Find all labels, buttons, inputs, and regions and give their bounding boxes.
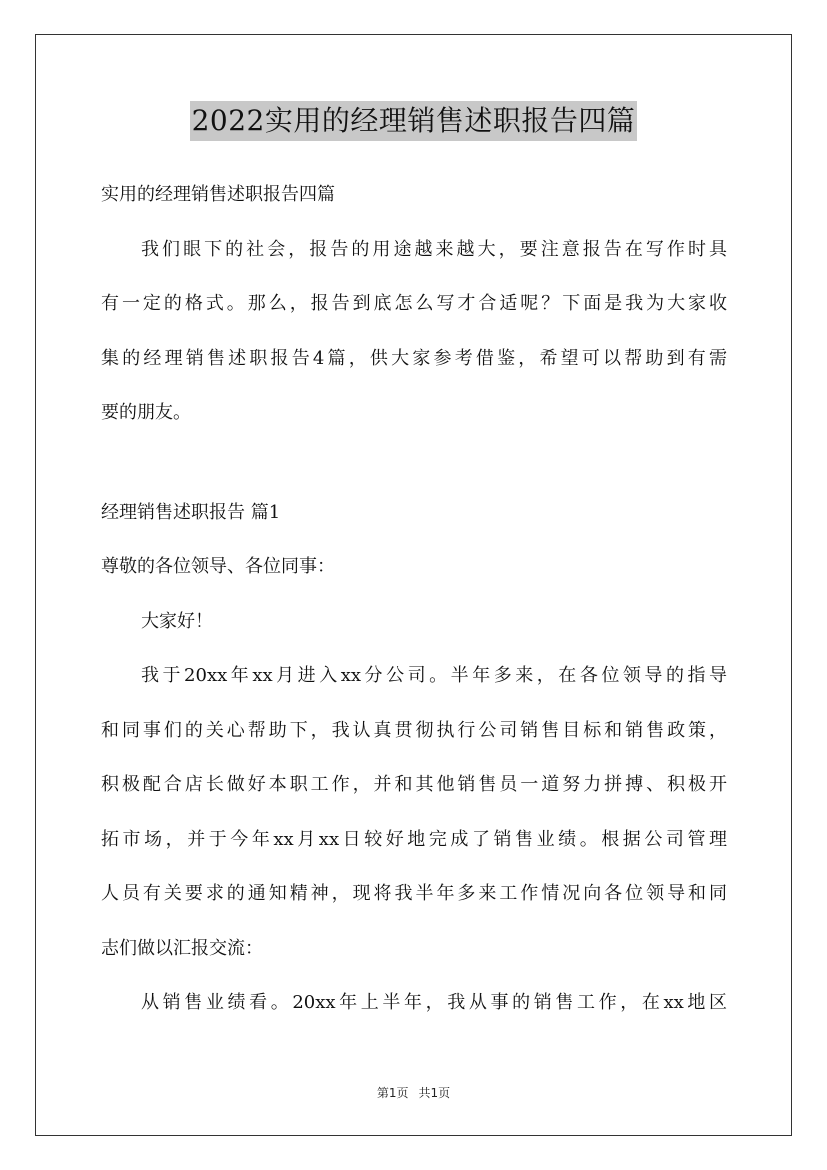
intro-line: 要的朋友。 <box>101 402 191 423</box>
title-container <box>0 101 827 141</box>
document-title: 2022实用的经理销售述职报告四篇 <box>190 101 638 141</box>
document-body <box>101 168 727 1031</box>
page-number: 第1页 <box>376 1086 409 1100</box>
paragraph-line: 我于20xx年xx月进入xx分公司。半年多来，在各位领导的指导 <box>141 665 727 686</box>
section-gap <box>101 441 727 486</box>
paragraph-line: 拓市场，并于今年xx月xx日较好地完成了销售业绩。根据公司管理 <box>101 828 727 850</box>
paragraph-line: 志们做以汇报交流： <box>101 937 263 959</box>
paragraph-line: 人员有关要求的通知精神，现将我半年多来工作情况向各位领导和同 <box>101 883 727 904</box>
intro-line: 有一定的格式。那么，报告到底怎么写才合适呢？下面是我为大家收 <box>101 293 727 314</box>
page-total: 共1页 <box>418 1086 451 1100</box>
section-heading: 经理销售述职报告 篇1 <box>101 501 281 523</box>
paragraph-line: 从销售业绩看。20xx年上半年，我从事的销售工作，在xx地区 <box>141 992 727 1013</box>
intro-line: 我们眼下的社会，报告的用途越来越大，要注意报告在写作时具 <box>141 238 727 260</box>
document-subtitle: 实用的经理销售述职报告四篇 <box>101 184 335 205</box>
intro-line: 集的经理销售述职报告4篇，供大家参考借鉴，希望可以帮助到有需 <box>101 347 727 369</box>
paragraph-line: 和同事们的关心帮助下，我认真贯彻执行公司销售目标和销售政策， <box>101 719 727 741</box>
page-footer <box>0 1084 827 1101</box>
paragraph-line: 积极配合店长做好本职工作，并和其他销售员一道努力拼搏、积极开 <box>101 774 727 795</box>
salutation: 尊敬的各位领导、各位同事： <box>101 556 335 577</box>
greeting: 大家好！ <box>141 610 213 632</box>
